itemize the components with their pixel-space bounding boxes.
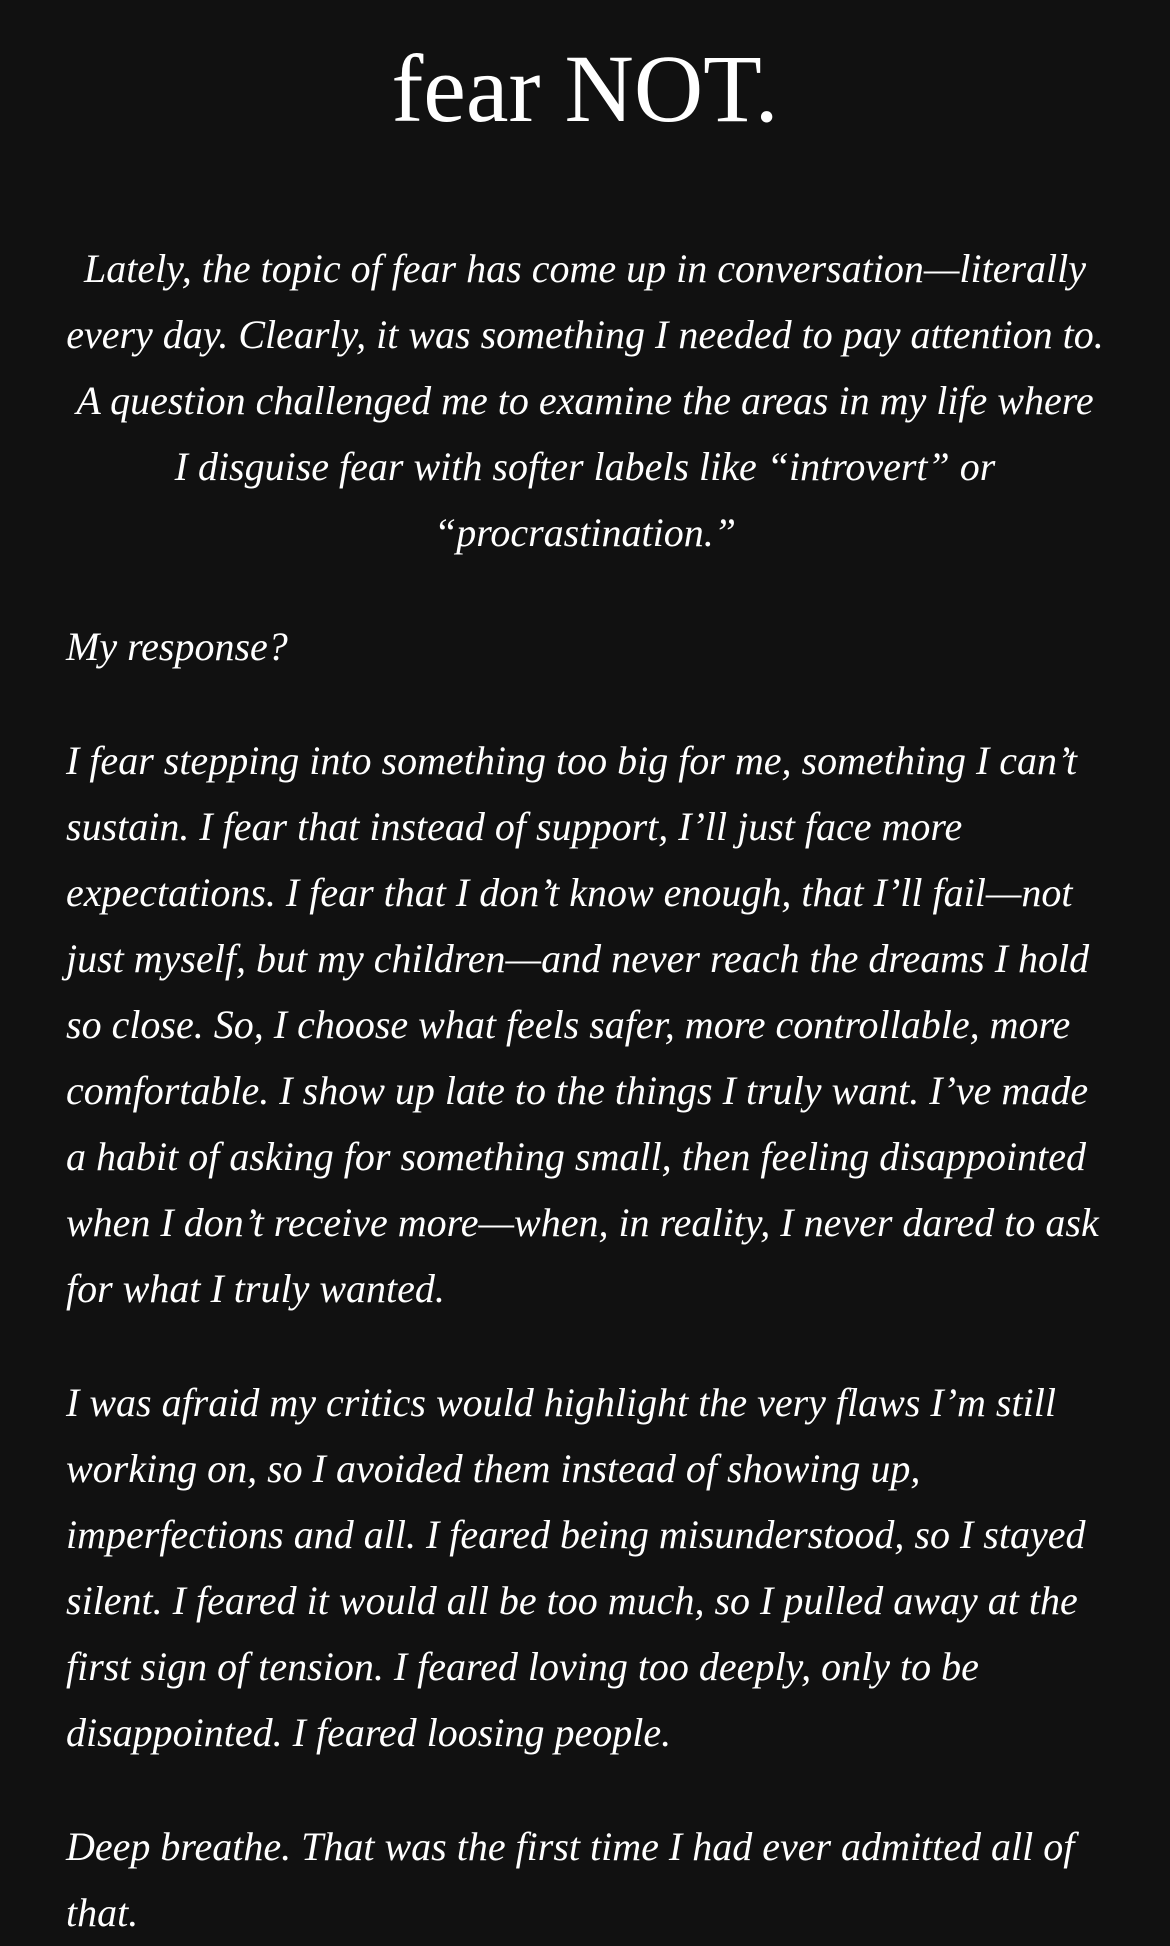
article-title: fear NOT.	[391, 35, 779, 142]
paragraph-afraid: I was afraid my critics would highlight the very flaws I’m still working on, so I avoided them instead of showing up, imperfections and all. I feared being misunderstood, so I stayed silent. I feared it would all be too much, so I pulled away at the first sign of tension. I feared loving too deeply, only to be disappointed. I feared loosing people.	[66, 1380, 1086, 1755]
article-intro: Lately, the topic of fear has come up in conversation—literally every day. Clearly, it was something I needed to pay attention to. A question challenged me to examine the areas in my life where I disguise fear with softer labels like “introvert” or “procrastination.”	[66, 246, 1104, 555]
paragraph-deep-breathe: Deep breathe. That was the first time I had ever admitted all of that.	[66, 1824, 1075, 1935]
paragraph-fears: I fear stepping into something too big for me, something I can’t sustain. I fear that instead of support, I’ll just face more expectations. I fear that I don’t know enough, that I’ll fail—not just myself, but my children—and never reach the dreams I hold so close. So, I choose what feels safer, more controllable, more comfortable. I show up late to the things I truly want. I’ve made a habit of asking for something small, then feeling disappointed when I don’t receive more—when, in reality, I never dared to ask for what I truly wanted.	[66, 738, 1099, 1311]
paragraph-response: My response?	[66, 624, 288, 669]
